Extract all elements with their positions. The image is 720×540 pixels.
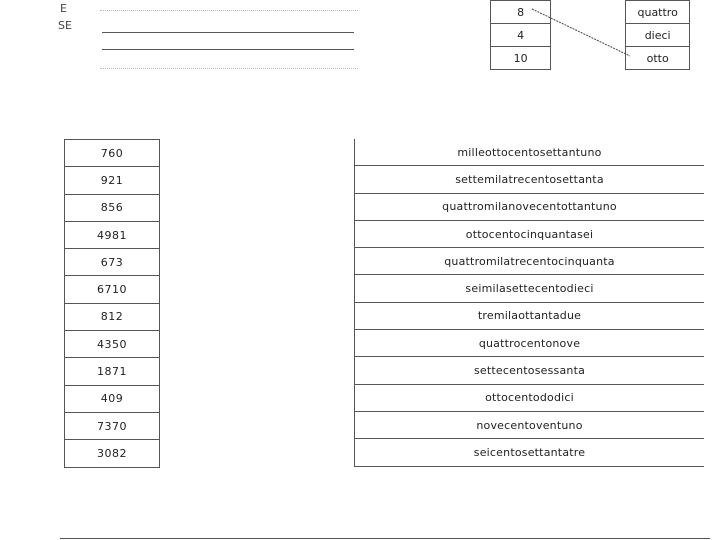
number-cell: 4981 [65,221,160,248]
word-row [355,384,705,411]
word-cell: seimilasettecentodieci [355,275,705,302]
number-cell: 3082 [65,440,160,467]
example-row [491,24,690,47]
word-cell: seicentosettantatre [355,439,705,466]
example-table [490,0,690,70]
example-gap [551,24,626,47]
number-cell: 1871 [65,358,160,385]
number-cell: 673 [65,249,160,276]
example-word: otto [626,47,690,70]
number-row [65,385,160,412]
number-row [65,412,160,439]
example-gap [551,1,626,24]
example-row [491,1,690,24]
word-cell: quattromilatrecentocinquanta [355,248,705,275]
word-cell: quattromilanovecentottantuno [355,193,705,220]
faint-line-top [100,10,358,11]
number-row [65,358,160,385]
name-line [102,32,354,33]
number-row [65,303,160,330]
example-gap [551,47,626,70]
example-word: quattro [626,1,690,24]
class-line [102,49,354,50]
number-row [65,221,160,248]
number-row [65,167,160,194]
word-row [355,248,705,275]
example-word: dieci [626,24,690,47]
example-number: 10 [491,47,551,70]
word-row [355,411,705,438]
word-cell: novecentoventuno [355,411,705,438]
word-row [355,193,705,220]
numbers-table [64,139,160,468]
number-cell: 812 [65,303,160,330]
number-cell: 921 [65,167,160,194]
word-row [355,220,705,247]
word-cell: settemilatrecentosettanta [355,166,705,193]
example-number: 4 [491,24,551,47]
number-row [65,440,160,467]
number-cell: 409 [65,385,160,412]
bottom-rule [60,538,710,539]
word-cell: settecentosessanta [355,357,705,384]
words-table [354,139,704,467]
header-label-1: E [60,2,67,15]
number-cell: 6710 [65,276,160,303]
example-row [491,47,690,70]
word-row [355,357,705,384]
word-cell: ottocentododici [355,384,705,411]
example-number: 8 [491,1,551,24]
number-row [65,276,160,303]
word-row [355,439,705,466]
number-row [65,331,160,358]
number-cell: 760 [65,140,160,167]
word-row [355,302,705,329]
header-label-2: SE [58,19,72,32]
word-cell: ottocentocinquantasei [355,220,705,247]
number-cell: 7370 [65,412,160,439]
word-cell: milleottocentosettantuno [355,139,705,166]
word-row [355,139,705,166]
word-cell: quattrocentonove [355,330,705,357]
word-row [355,275,705,302]
number-row [65,249,160,276]
faint-line-bottom [100,68,358,69]
word-row [355,330,705,357]
number-cell: 4350 [65,331,160,358]
word-cell: tremilaottantadue [355,302,705,329]
word-row [355,166,705,193]
number-cell: 856 [65,194,160,221]
number-row [65,140,160,167]
number-row [65,194,160,221]
